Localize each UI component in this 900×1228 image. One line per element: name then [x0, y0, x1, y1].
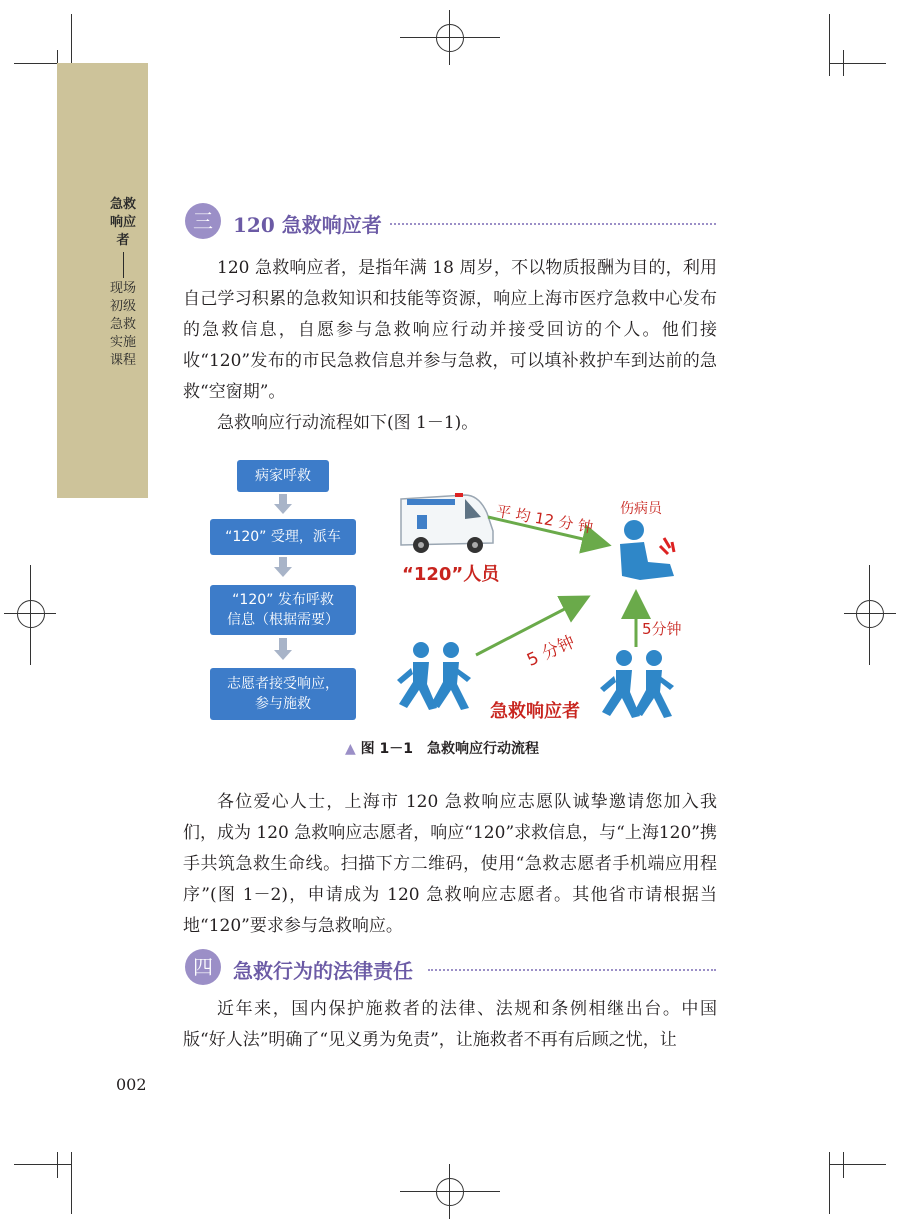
section-4-title: 急救行为的法律责任 [233, 959, 413, 983]
side-tab-dash [123, 252, 124, 278]
section-3-badge: 三 [185, 203, 221, 239]
flow-step-broadcast: “120” 发布呼救信息（根据需要） [210, 585, 356, 635]
section-3-title: 120 急救响应者 [233, 213, 382, 237]
flow-stem-1 [279, 494, 287, 504]
flow-stem-2 [279, 557, 287, 567]
flow-stem-3 [279, 638, 287, 650]
section-4-paragraph: 近年来，国内保护施救者的法律、法规和条例相继出台。中国版“好人法”明确了“见义勇为免责”，让施救者不再有后顾之忧，让 [183, 999, 717, 1050]
flow-step-dispatch: “120” 受理，派车 [210, 519, 356, 555]
injured-person-icon [604, 518, 682, 586]
responder-time-label-1: 5 分钟 [524, 632, 579, 671]
side-tab-title: 急救响应者 [110, 197, 137, 248]
caption-triangle-icon: ▲ [345, 741, 356, 757]
section-4-body [183, 994, 717, 1056]
flow-arrow-1 [274, 504, 292, 514]
flow-arrow-2 [274, 567, 292, 577]
section-3-body [183, 253, 717, 439]
responder-label: 急救响应者 [490, 701, 580, 722]
section-4-badge: 四 [185, 949, 221, 985]
volunteer-invitation-paragraph: 各位爱心人士，上海市 120 急救响应志愿队诚挚邀请您加入我们，成为 120 急救响应志愿者，响应“120”求救信息，与“上海120”携手共筑急救生命线。扫描下方二维码，使用“急救志愿者手机端应用程序”(图 1－2)，申请成为 120 急救响应志愿者。其他省市请根据当地“120”要求参与急救响应。 [183, 792, 717, 936]
page-number: 002 [116, 1075, 147, 1094]
flow-step-respond: 志愿者接受响应，参与施救 [210, 668, 356, 720]
patient-label: 伤病员 [620, 501, 662, 517]
ambulance-staff-label: “120”人员 [402, 564, 500, 585]
chapter-side-label [110, 196, 136, 370]
caption-text: 图 1－1 急救响应行动流程 [360, 741, 540, 757]
side-tab-subtitle: 现场初级急救实施课程 [110, 281, 137, 368]
flow-step-call: 病家呼救 [237, 460, 329, 492]
section-3-paragraph-1: 120 急救响应者，是指年满 18 周岁，不以物质报酬为目的，利用自己学习积累的急救知识和技能等资源，响应上海市医疗急救中心发布的急救信息，自愿参与急救响应行动并接受回访的个人。他们接收“120”发布的市民急救信息并参与急救，可以填补救护车到达前的急救“空窗期”。 [183, 258, 717, 402]
responder-group-icon-2 [598, 648, 678, 720]
responder-group-icon-1 [395, 640, 475, 712]
section-3-paragraph-2: 急救响应行动流程如下(图 1－1)。 [217, 413, 479, 433]
volunteer-invitation [183, 787, 717, 942]
section-4-divider [428, 969, 716, 971]
ambulance-time-label: 平 均 12 分 钟 [494, 501, 595, 537]
section-3-divider [390, 223, 716, 225]
responder-time-label-2: 5分钟 [642, 620, 682, 638]
figure-caption [345, 738, 539, 758]
flow-arrow-3 [274, 650, 292, 660]
